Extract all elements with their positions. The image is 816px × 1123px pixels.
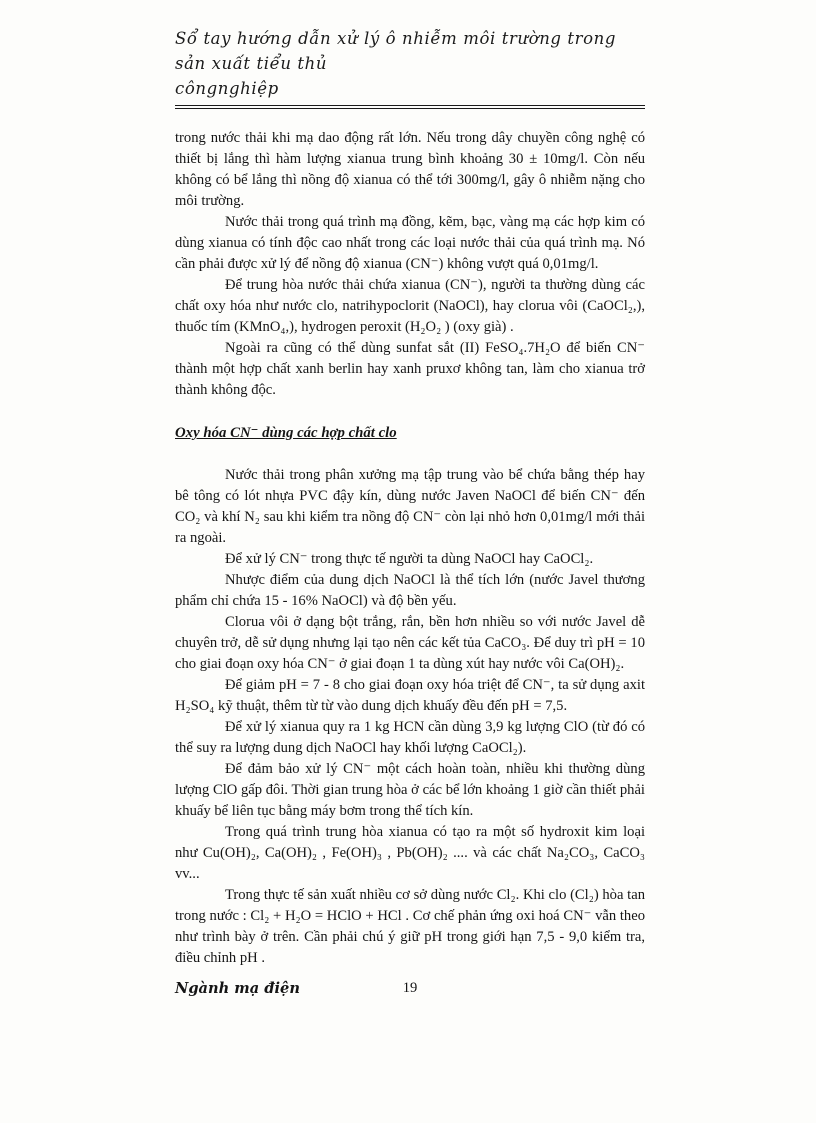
page-header	[175, 26, 645, 109]
page-footer	[175, 980, 645, 998]
paragraph: Nước thải trong quá trình mạ đồng, kẽm, bạc, vàng mạ các hợp kim có dùng xianua có tính độc cao nhất trong các loại nước thải của quá trình mạ. Nó cần phải được xử lý để nồng độ xianua (CN⁻) không vượt quá 0,01mg/l.	[175, 214, 645, 272]
header-title-line2: côngnghiệp	[175, 79, 279, 98]
page-number: 19	[402, 980, 418, 996]
paragraph: Nhược điểm của dung dịch NaOCl là thể tích lớn (nước Javel thương phẩm chỉ chứa 15 - 16% NaOCl) và độ bền yếu.	[175, 572, 645, 609]
paragraph: Clorua vôi ở dạng bột trắng, rắn, bền hơn nhiều so với nước Javel dễ chuyên trở, dễ sử dụng nhưng lại tạo nên các kết tủa CaCO₃. Để duy trì pH = 10 cho giai đoạn oxy hóa CN⁻ ở giai đoạn 1 ta dùng xút hay nước vôi Ca(OH)₂.	[175, 614, 645, 672]
paragraph: Trong quá trình trung hòa xianua có tạo ra một số hydroxit kim loại như Cu(OH)₂, Ca(OH)₂ , Fe(OH)₃ , Pb(OH)₂ .... và các chất Na₂CO₃, CaCO₃ vv...	[175, 824, 645, 882]
header-rule	[175, 105, 645, 109]
section-heading: Oxy hóa CN⁻ dùng các hợp chất clo	[175, 425, 397, 441]
paragraph: Ngoài ra cũng có thể dùng sunfat sắt (II) FeSO₄.7H₂O để biến CN⁻ thành một hợp chất xanh berlin hay xanh pruxơ không tan, làm cho xianua trở thành không độc.	[175, 340, 645, 398]
paragraph: Để trung hòa nước thải chứa xianua (CN⁻), người ta thường dùng các chất oxy hóa như nước clo, natrihypoclorit (NaOCl), hay clorua vôi (CaOCl₂,), thuốc tím (KMnO₄,), hydrogen peroxit (H₂O₂ ) (oxy già) .	[175, 277, 645, 335]
paragraph: Trong thực tế sản xuất nhiều cơ sở dùng nước Cl₂. Khi clo (Cl₂) hòa tan trong nước : Cl₂ + H₂O = HClO + HCl . Cơ chế phản ứng oxi hoá CN⁻ vẫn theo như trình bày ở trên. Cần phải chú ý giữ pH trong giới hạn 7,5 - 9,0 kiểm tra, điều chỉnh pH .	[175, 887, 645, 966]
paragraph: Nước thải trong phân xưởng mạ tập trung vào bể chứa bằng thép hay bê tông có lót nhựa PVC đậy kín, dùng nước Javen NaOCl để biến CN⁻ đến CO₂ và khí N₂ sau khi kiểm tra nồng độ CN⁻ còn lại nhỏ hơn 0,01mg/l mới thải ra ngoài.	[175, 467, 645, 546]
paragraph: Để đảm bảo xử lý CN⁻ một cách hoàn toàn, nhiều khi thường dùng lượng ClO gấp đôi. Thời gian trung hòa ở các bể lớn khoảng 1 giờ cần thiết phải khuấy bể liên tục bằng máy bơm trong thể tích kín.	[175, 761, 645, 819]
section-chlorine-oxidation	[175, 465, 645, 969]
section-intro	[175, 128, 645, 401]
document-body	[175, 128, 645, 969]
paragraph: Để giảm pH = 7 - 8 cho giai đoạn oxy hóa triệt để CN⁻, ta sử dụng axit H₂SO₄ kỹ thuật, thêm từ từ vào dung dịch khuấy đều đến pH = 7,5.	[175, 677, 645, 714]
paragraph: trong nước thải khi mạ dao động rất lớn. Nếu trong dây chuyền công nghệ có thiết bị lắng thì hàm lượng xianua trung bình khoảng 30 ± 10mg/l. Còn nếu không có bể lắng thì nồng độ xianua có thể tới 300mg/l, gây ô nhiễm nặng cho môi trường.	[175, 130, 645, 209]
header-title-line1: Sổ tay hướng dẫn xử lý ô nhiễm môi trường trong sản xuất tiểu thủ	[175, 29, 617, 73]
paragraph: Để xử lý xianua quy ra 1 kg HCN cần dùng 3,9 kg lượng ClO (từ đó có thể suy ra lượng dung dịch NaOCl hay khối lượng CaOCl₂).	[175, 719, 645, 756]
paragraph: Để xử lý CN⁻ trong thực tế người ta dùng NaOCl hay CaOCl₂.	[225, 551, 594, 567]
footer-chapter-label: Ngành mạ điện	[175, 980, 300, 997]
